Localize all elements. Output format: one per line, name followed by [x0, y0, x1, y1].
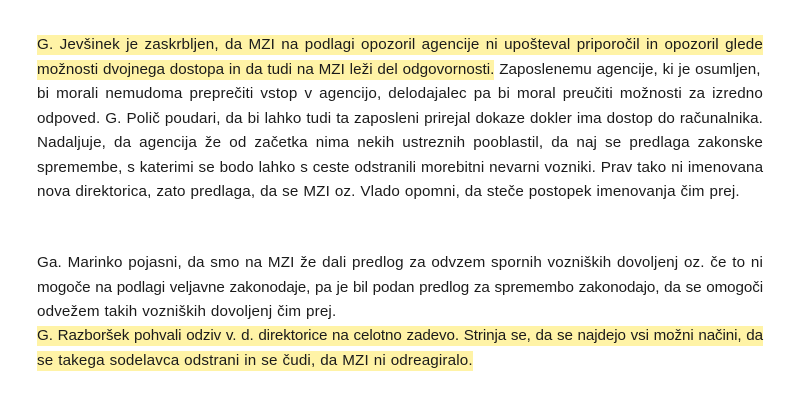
text-segment: Zaposlenemu agencije, ki je osumljen, — [494, 60, 761, 78]
text-line — [37, 349, 763, 374]
paragraph-razborsek — [37, 324, 763, 373]
text-line: Ga. Marinko pojasni, da smo na MZI že dali predlog za odvzem spornih vozniških dovoljenj oz. če to ni — [37, 254, 763, 271]
highlighted-text: G. Razboršek pohvali odziv v. d. direktorice na celotno zadevo. Strinja se, da se najdejo vsi možni načini, da — [37, 327, 763, 344]
text-line: mogoče na podlagi veljavne zakonodaje, pa je bil podan predlog za spremembo zakonodajo, da se omogoči — [37, 278, 763, 296]
text-line: bi morali nemudoma preprečiti vstop v agencijo, delodajalec pa bi moral preučiti možnosti za izredno — [37, 85, 763, 102]
text-line — [37, 33, 763, 58]
text-line: odpoved. G. Polič poudari, da bi lahko tudi ta zaposleni prirejal dokaze dokler ima dostop do računalnika. — [37, 109, 763, 127]
text-line — [37, 324, 763, 349]
highlighted-text: možnosti dvojnega dostopa in da tudi na MZI leži del odgovornosti. — [37, 60, 495, 78]
paragraph-marinko — [37, 251, 763, 325]
highlighted-text: G. Jevšinek je zaskrbljen, da MZI na podlagi opozoril agencije ni upošteval priporočil in opozoril glede — [37, 36, 763, 53]
text-line: Nadaljuje, da agencija že od začetka nima nekih ustreznih pooblastil, da naj se predlaga zakonske — [37, 134, 763, 151]
text-line — [37, 58, 763, 83]
text-line: nova direktorica, zato predlaga, da se MZI oz. Vlado opomni, da steče postopek imenovanja čim prej. — [37, 183, 740, 200]
paragraph-jevsinek — [37, 33, 763, 205]
text-line: spremembe, s katerimi se bodo lahko s ceste odstranili morebitni nevarni vozniki. Prav tako ni imenovana — [37, 158, 764, 176]
highlighted-text: se takega sodelavca odstrani in se čudi, da MZI ni odreagiralo. — [37, 351, 473, 369]
text-line: odvežem takih vozniških dovoljenj čim prej. — [37, 303, 337, 320]
